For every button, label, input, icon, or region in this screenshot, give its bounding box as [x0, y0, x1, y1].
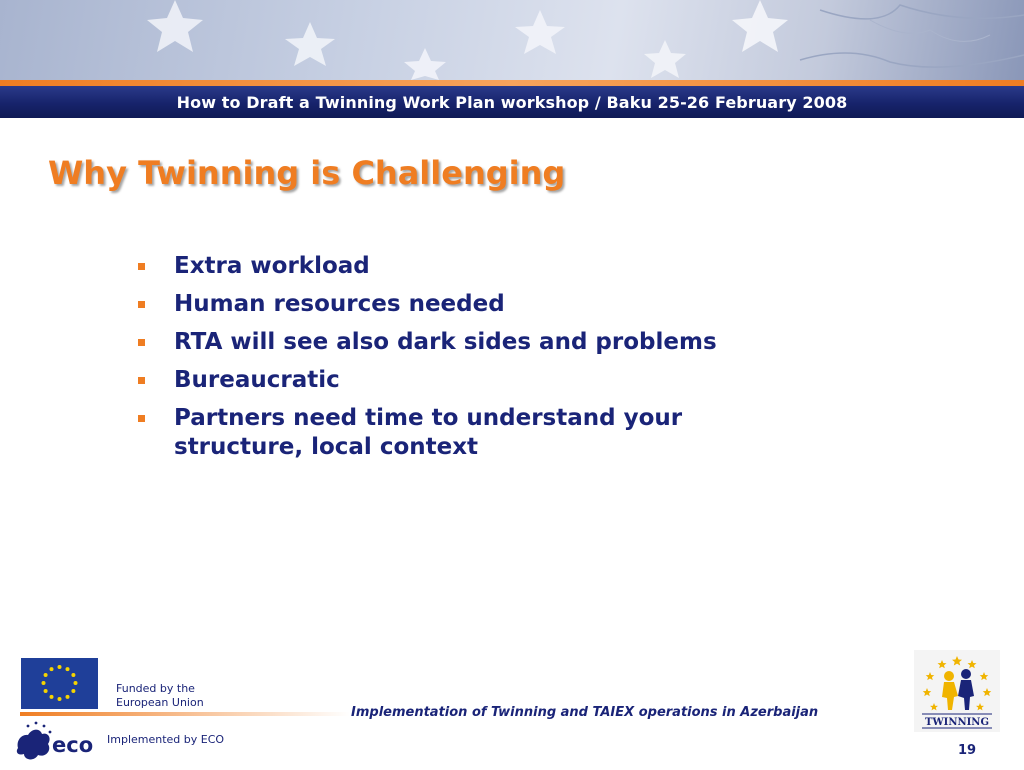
bullet-item — [138, 328, 798, 357]
implemented-by-label: Implemented by ECO — [107, 733, 225, 746]
bullet-text: RTA will see also dark sides and problems — [174, 329, 717, 355]
bullet-text: Bureaucratic — [174, 367, 340, 393]
header-banner-image — [0, 0, 1024, 80]
footer-orange-line — [20, 712, 350, 716]
banner-stars-icon — [0, 0, 1024, 80]
eco-logo-text: eco — [52, 733, 94, 757]
bullet-text: Human resources needed — [174, 291, 505, 317]
bullet-item — [138, 404, 798, 462]
bullet-square-icon — [138, 377, 145, 384]
bullet-item — [138, 366, 798, 395]
footer-implementation-text: Implementation of Twinning and TAIEX operations in Azerbaijan — [351, 705, 819, 720]
bullet-square-icon — [138, 263, 145, 270]
bullet-text: Extra workload — [174, 253, 370, 279]
bullet-text: Partners need time to understand your structure, local context — [174, 405, 683, 460]
bullet-item — [138, 252, 798, 281]
eco-logo-icon — [12, 718, 102, 766]
slide-title: Why Twinning is Challenging — [48, 154, 566, 192]
bullet-square-icon — [138, 339, 145, 346]
header-title: How to Draft a Twinning Work Plan workshop / Baku 25-26 February 2008 — [176, 92, 848, 112]
star-icon — [923, 656, 992, 710]
bullet-square-icon — [138, 415, 145, 422]
bullet-list — [138, 252, 798, 471]
eu-flag-icon — [21, 658, 98, 709]
header-bar — [0, 86, 1024, 118]
funded-line-2: European Union — [116, 696, 204, 709]
bullet-square-icon — [138, 301, 145, 308]
funded-by-label — [116, 682, 204, 710]
page-number: 19 — [958, 743, 977, 758]
twinning-logo-text: TWINNING — [925, 717, 989, 728]
funded-line-1: Funded by the — [116, 682, 195, 695]
twinning-logo-icon — [914, 650, 1000, 732]
bullet-item — [138, 290, 798, 319]
